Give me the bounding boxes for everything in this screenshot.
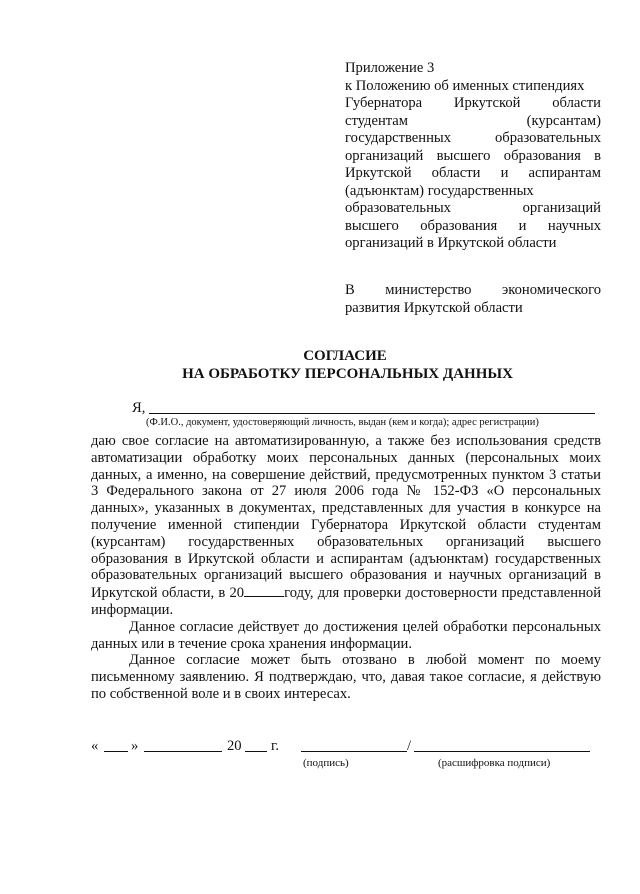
signature-caption: (подпись) bbox=[303, 757, 349, 769]
day-blank-line bbox=[104, 738, 128, 752]
appendix-line: студентам (курсантам) bbox=[345, 112, 601, 129]
quote-close: » bbox=[131, 738, 139, 754]
appendix-line: организаций в Иркутской области bbox=[345, 235, 557, 251]
appendix-line: высшего образования и научных bbox=[345, 217, 601, 234]
signature-decode-caption: (расшифровка подписи) bbox=[438, 757, 551, 769]
addressee bbox=[345, 282, 601, 317]
month-blank-line bbox=[144, 738, 222, 752]
i-label: Я, bbox=[132, 400, 146, 416]
document-title bbox=[0, 348, 640, 383]
appendix-line: государственных образовательных bbox=[345, 130, 601, 146]
appendix-line: образовательных организаций bbox=[345, 200, 601, 216]
consent-paragraph: Данное согласие действует до достижения целей обработки персональных данных или в течение срока хранения информации. bbox=[91, 618, 601, 652]
appendix-header bbox=[345, 60, 601, 253]
appendix-line: Иркутской области и аспирантам bbox=[345, 165, 601, 181]
consent-body bbox=[91, 433, 601, 703]
consent-text: даю свое согласие на автоматизированную, а также без использования средств автоматизации обработку моих персональных данных (персональных моих данных, а именно, на совершение действий, предусмотренных пунктом 3 статьи 3 Федерального закона от 27 июля 2006 года № 152-ФЗ «О персональных данных», указанных в документах, представленных для участия в конкурсе на получение именной стипендии Губернатора Иркутской области студентам (курсантам) государственных образовательных организаций высшего образования в Иркутской области и аспирантам (адъюнктам) государственных образовательных организаций высшего образования и научных организаций в Иркутской области, в 20 bbox=[91, 433, 601, 602]
appendix-line: организаций высшего образования в bbox=[345, 147, 601, 164]
year-prefix: 20 bbox=[227, 738, 242, 754]
addressee-line: В министерство экономического bbox=[345, 282, 601, 298]
title-line: СОГЛАСИЕ bbox=[303, 348, 387, 364]
name-fill-line bbox=[149, 413, 595, 414]
appendix-line: Приложение 3 bbox=[345, 60, 435, 76]
quote-open: « bbox=[91, 738, 99, 754]
year-suffix: г. bbox=[271, 738, 279, 754]
year-blank-line bbox=[244, 584, 284, 597]
consent-paragraph bbox=[91, 433, 601, 619]
consent-paragraph: Данное согласие может быть отозвано в любой момент по моему письменному заявлению. Я подтверждаю, что, давая такое согласие, я действую по собственной воле и в своих интересах. bbox=[91, 652, 601, 702]
year-short-blank-line bbox=[245, 738, 267, 752]
title-line: НА ОБРАБОТКУ ПЕРСОНАЛЬНЫХ ДАННЫХ bbox=[182, 365, 513, 382]
signature-blank-line bbox=[301, 738, 407, 752]
appendix-line: (адъюнктам) государственных bbox=[345, 182, 534, 199]
addressee-line: развития Иркутской области bbox=[345, 299, 523, 316]
signature-decode-blank-line bbox=[414, 738, 590, 752]
appendix-line: к Положению об именных стипендиях bbox=[345, 77, 585, 94]
signature-row bbox=[91, 738, 611, 758]
consent-text: году, для проверки достоверности представленной информации. bbox=[91, 585, 601, 618]
appendix-line: Губернатора Иркутской области bbox=[345, 95, 601, 111]
slash: / bbox=[407, 738, 412, 754]
name-field-caption: (Ф.И.О., документ, удостоверяющий личность, выдан (кем и когда); адрес регистрации) bbox=[146, 417, 539, 428]
